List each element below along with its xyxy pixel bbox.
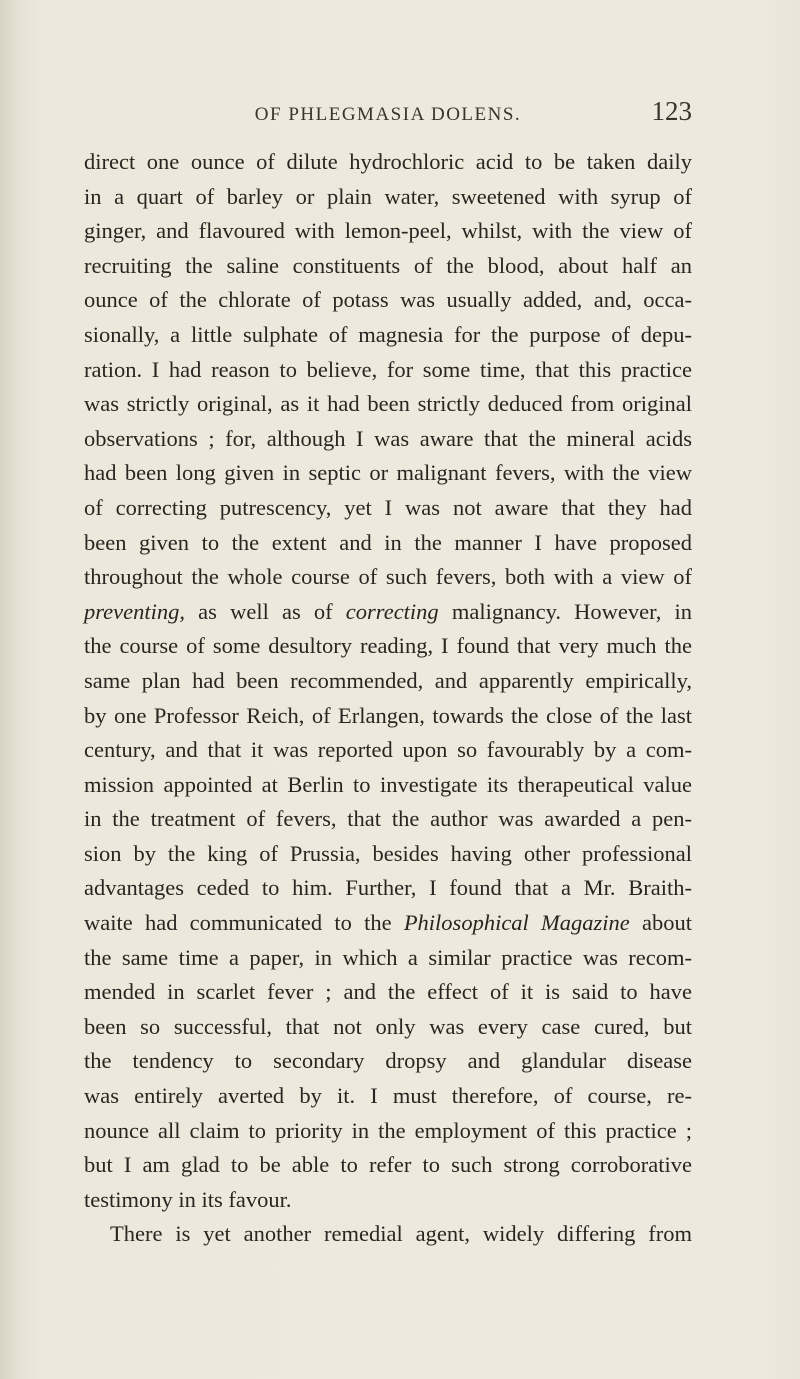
text-line: There is yet another remedial agent, widely differing from xyxy=(110,1221,692,1247)
text-line: recruiting the saline constituents of the blood, about half an xyxy=(84,252,692,278)
text-line: been given to the extent and in the manner I have proposed xyxy=(84,529,692,555)
text-line: nounce all claim to priority in the employment of this practice ; xyxy=(84,1117,692,1143)
text-line: ration. I had reason to believe, for some time, that this practice xyxy=(84,356,692,382)
text-segment: about xyxy=(629,910,692,936)
body-text xyxy=(84,145,692,1252)
text-line: testimony in its favour. xyxy=(84,1186,292,1212)
page-number: 123 xyxy=(651,96,692,126)
text-line: but I am glad to be able to refer to such strong corroborative xyxy=(84,1152,692,1178)
text-line: the course of some desultory reading, I found that very much the xyxy=(84,633,692,659)
text-line: ginger, and flavoured with lemon-peel, whilst, with the view of xyxy=(84,218,692,244)
text-line xyxy=(84,595,692,630)
text-line: throughout the whole course of such fevers, both with a view of xyxy=(84,564,692,590)
running-title: OF PHLEGMASIA DOLENS. xyxy=(254,104,522,125)
text-segment: as well as of xyxy=(185,598,346,624)
text-line: same plan had been recommended, and apparently empirically, xyxy=(84,667,692,693)
text-line: advantages ceded to him. Further, I found that a Mr. Braith- xyxy=(84,875,692,901)
text-line xyxy=(84,906,692,941)
text-line: ounce of the chlorate of potass was usually added, and, occa- xyxy=(84,287,692,313)
text-line: century, and that it was reported upon so favourably by a com- xyxy=(84,737,692,763)
text-line: mended in scarlet fever ; and the effect of it is said to have xyxy=(84,979,692,1005)
text-line: was strictly original, as it had been strictly deduced from original xyxy=(84,391,692,417)
text-line: sionally, a little sulphate of magnesia for the purpose of depu- xyxy=(84,321,692,347)
text-line: the same time a paper, in which a similar practice was recom- xyxy=(84,944,692,970)
text-line: sion by the king of Prussia, besides having other professional xyxy=(84,840,692,866)
text-line: direct one ounce of dilute hydrochloric acid to be taken daily xyxy=(84,149,692,174)
text-line: had been long given in septic or malignant fevers, with the view xyxy=(84,460,692,486)
italic-word: preventing, xyxy=(84,598,186,624)
text-line: in a quart of barley or plain water, sweetened with syrup of xyxy=(84,183,692,209)
text-line: in the treatment of fevers, that the author was awarded a pen- xyxy=(84,806,692,832)
text-line: by one Professor Reich, of Erlangen, towards the close of the last xyxy=(84,702,692,728)
italic-word: correcting xyxy=(345,598,439,624)
page-header xyxy=(84,96,692,134)
text-line: was entirely averted by it. I must therefore, of course, re- xyxy=(84,1083,692,1109)
text-line: of correcting putrescency, yet I was not aware that they had xyxy=(84,494,692,520)
text-segment: waite had communicated to the xyxy=(84,910,404,936)
italic-title: Philosophical Magazine xyxy=(403,910,630,936)
text-line: been so successful, that not only was every case cured, but xyxy=(84,1013,692,1039)
text-line: the tendency to secondary dropsy and glandular disease xyxy=(84,1048,692,1074)
text-segment: malignancy. However, in xyxy=(438,598,692,624)
text-line: mission appointed at Berlin to investigate its therapeutical value xyxy=(84,771,692,797)
text-line: observations ; for, although I was aware that the mineral acids xyxy=(84,425,692,451)
